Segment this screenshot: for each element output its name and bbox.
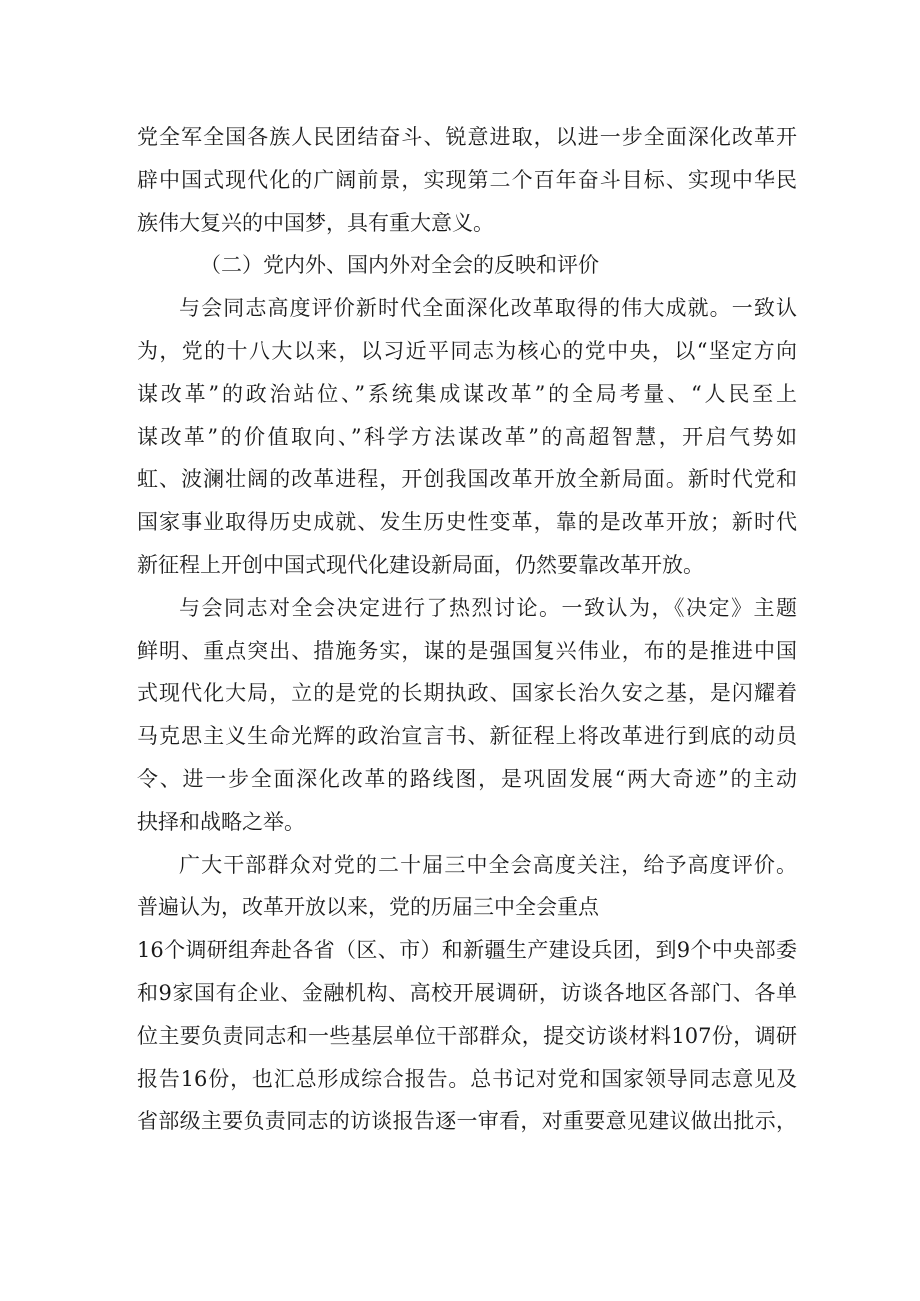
paragraph-continuation: [137, 116, 797, 244]
text-line: 新征程上开创中国式现代化建设新局面，仍然要靠改革开放。: [137, 552, 704, 577]
text-line: 令、进一步全面深化改革的路线图，是巩固发展“两大奇迹”的主动: [137, 766, 797, 791]
text-line: 省部级主要负责同志的访谈报告逐一审看，对重要意见建议做出批示，: [137, 1109, 797, 1134]
document-body: [137, 116, 797, 1143]
text-line: 虹、波澜壮阔的改革进程，开创我国改革开放全新局面。新时代党和: [137, 467, 797, 492]
text-line: 国家事业取得历史成就、发生历史性变革，靠的是改革开放；新时代: [137, 510, 797, 535]
text-line: 式现代化大局，立的是党的长期执政、国家长治久安之基，是闪耀着: [137, 681, 797, 706]
text-line: 报告16份，也汇总形成综合报告。总书记对党和国家领导同志意见及: [137, 1066, 797, 1091]
text-line: 和9家国有企业、金融机构、高校开展调研，访谈各地区各部门、各单: [137, 980, 797, 1005]
text-line: 普遍认为，改革开放以来，党的历届三中全会重点: [137, 895, 599, 920]
paragraph-decision-discussion: [137, 587, 797, 844]
text-line: 族伟大复兴的中国梦，具有重大意义。: [137, 210, 494, 235]
text-line: 与会同志高度评价新时代全面深化改革取得的伟大成就。一致认: [179, 296, 797, 321]
text-line: 党全军全国各族人民团结奋斗、锐意进取，以进一步全面深化改革开: [137, 125, 797, 149]
text-line: 马克思主义生命光辉的政治宣言书、新征程上将改革进行到底的动员: [137, 724, 797, 749]
text-line: 与会同志对全会决定进行了热烈讨论。一致认为，《决定》主题: [179, 595, 797, 620]
text-line: 16个调研组奔赴各省（区、市）和新疆生产建设兵团，到9个中央部委: [137, 938, 797, 963]
paragraph-public-reaction: [137, 844, 797, 930]
text-line: 谋改革”的价值取向、”科学方法谋改革”的高超智慧，开启气势如: [137, 424, 797, 449]
paragraph-research-groups: [137, 929, 797, 1143]
section-heading-text: （二）党内外、国内外对全会的反映和评价: [200, 253, 599, 278]
text-line: 辟中国式现代化的广阔前景，实现第二个百年奋斗目标、实现中华民: [137, 167, 797, 192]
text-line: 谋改革”的政治站位、”系统集成谋改革”的全局考量、“人民至上: [137, 381, 797, 406]
section-heading: [137, 244, 797, 287]
paragraph-achievements: [137, 287, 797, 587]
text-line: 广大干部群众对党的二十届三中全会高度关注，给予高度评价。: [179, 852, 797, 877]
text-line: 抉择和战略之举。: [137, 809, 305, 834]
text-line: 鲜明、重点突出、措施务实，谋的是强国复兴伟业，布的是推进中国: [137, 638, 797, 663]
text-line: 位主要负责同志和一些基层单位干部群众，提交访谈材料107份，调研: [137, 1023, 797, 1048]
text-line: 为，党的十八大以来，以习近平同志为核心的党中央，以“坚定方向: [137, 338, 797, 363]
